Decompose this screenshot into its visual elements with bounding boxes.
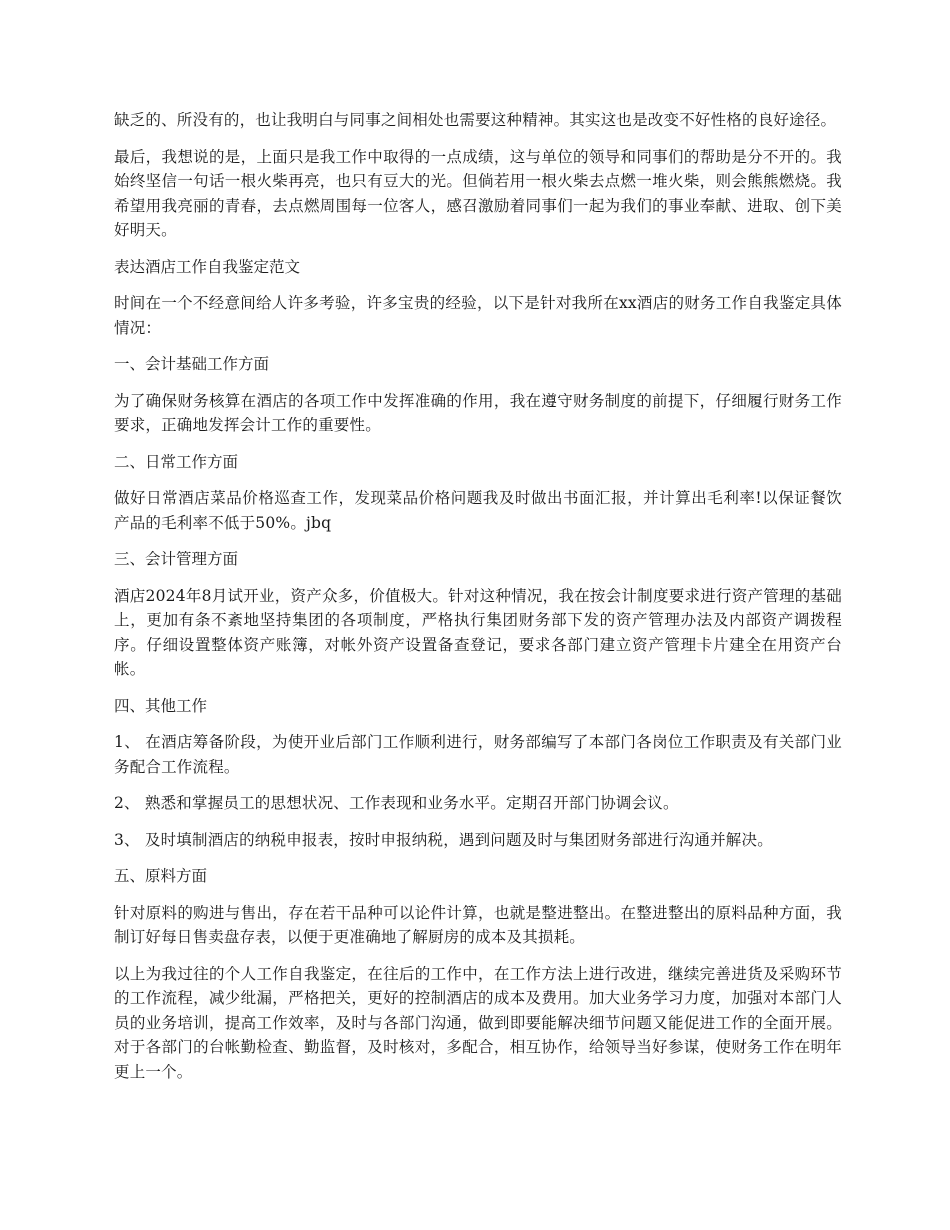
section-heading: 三、会计管理方面 (114, 550, 239, 568)
paragraph: 做好日常酒店菜品价格巡查工作，发现菜品价格问题我及时做出书面汇报，并计算出毛利率!以保证餐饮产品的毛利率不低于50%。jbq (114, 489, 842, 532)
paragraph: 针对原料的购进与售出，存在若干品种可以论件计算，也就是整进整出。在整进整出的原料品种方面，我制订好每日售卖盘存表，以便于更准确地了解厨房的成本及其损耗。 (114, 903, 842, 946)
section-heading: 二、日常工作方面 (114, 452, 239, 471)
section-heading: 四、其他工作 (114, 696, 208, 715)
section-heading: 五、原料方面 (114, 867, 208, 885)
section-heading: 一、会计基础工作方面 (114, 355, 270, 373)
paragraph: 为了确保财务核算在酒店的各项工作中发挥准确的作用，我在遵守财务制度的前提下，仔细履行财务工作要求，正确地发挥会计工作的重要性。 (114, 391, 842, 434)
list-item: 2、 熟悉和掌握员工的思想状况、工作表现和业务水平。定期召开部门协调会议。 (114, 794, 679, 812)
paragraph: 缺乏的、所没有的，也让我明白与同事之间相处也需要这种精神。其实这也是改变不好性格的良好途径。 (114, 111, 837, 129)
paragraph: 酒店2024年8月试开业，资产众多，价值极大。针对这种情况，我在按会计制度要求进行资产管理的基础上，更加有条不紊地坚持集团的各项制度，严格执行集团财务部下发的资产管理办法及内部资产调拨程序。仔细设置整体资产账簿，对帐外资产设置备查登记，要求各部门建立资产管理卡片建全在用资产台帐。 (114, 586, 842, 678)
section-title: 表达酒店工作自我鉴定范文 (114, 257, 301, 276)
list-item: 1、 在酒店筹备阶段，为使开业后部门工作顺利进行，财务部编写了本部门各岗位工作职责及有关部门业务配合工作流程。 (114, 733, 842, 776)
paragraph: 最后，我想说的是，上面只是我工作中取得的一点成绩，这与单位的领导和同事们的帮助是分不开的。我始终坚信一句话一根火柴再亮，也只有豆大的光。但倘若用一根火柴去点燃一堆火柴，则会熊熊燃烧。我希望用我亮丽的青春，去点燃周围每一位客人，感召激励着同事们一起为我们的事业奉献、进取、创下美好明天。 (114, 147, 842, 239)
paragraph: 时间在一个不经意间给人许多考验，许多宝贵的经验，以下是针对我所在xx酒店的财务工作自我鉴定具体情况： (114, 294, 842, 337)
paragraph: 以上为我过往的个人工作自我鉴定，在往后的工作中，在工作方法上进行改进，继续完善进货及采购环节的工作流程，减少纰漏，严格把关，更好的控制酒店的成本及费用。加大业务学习力度，加强对本部门人员的业务培训，提高工作效率，及时与各部门沟通，做到即要能解决细节问题又能促进工作的全面开展。对于各部门的台帐勤检查、勤监督，及时核对，多配合，相互协作，给领导当好参谋，使财务工作在明年更上一个。 (114, 964, 842, 1081)
document-body (114, 108, 842, 1096)
list-item: 3、 及时填制酒店的纳税申报表，按时申报纳税，遇到问题及时与集团财务部进行沟通并解决。 (114, 830, 773, 849)
